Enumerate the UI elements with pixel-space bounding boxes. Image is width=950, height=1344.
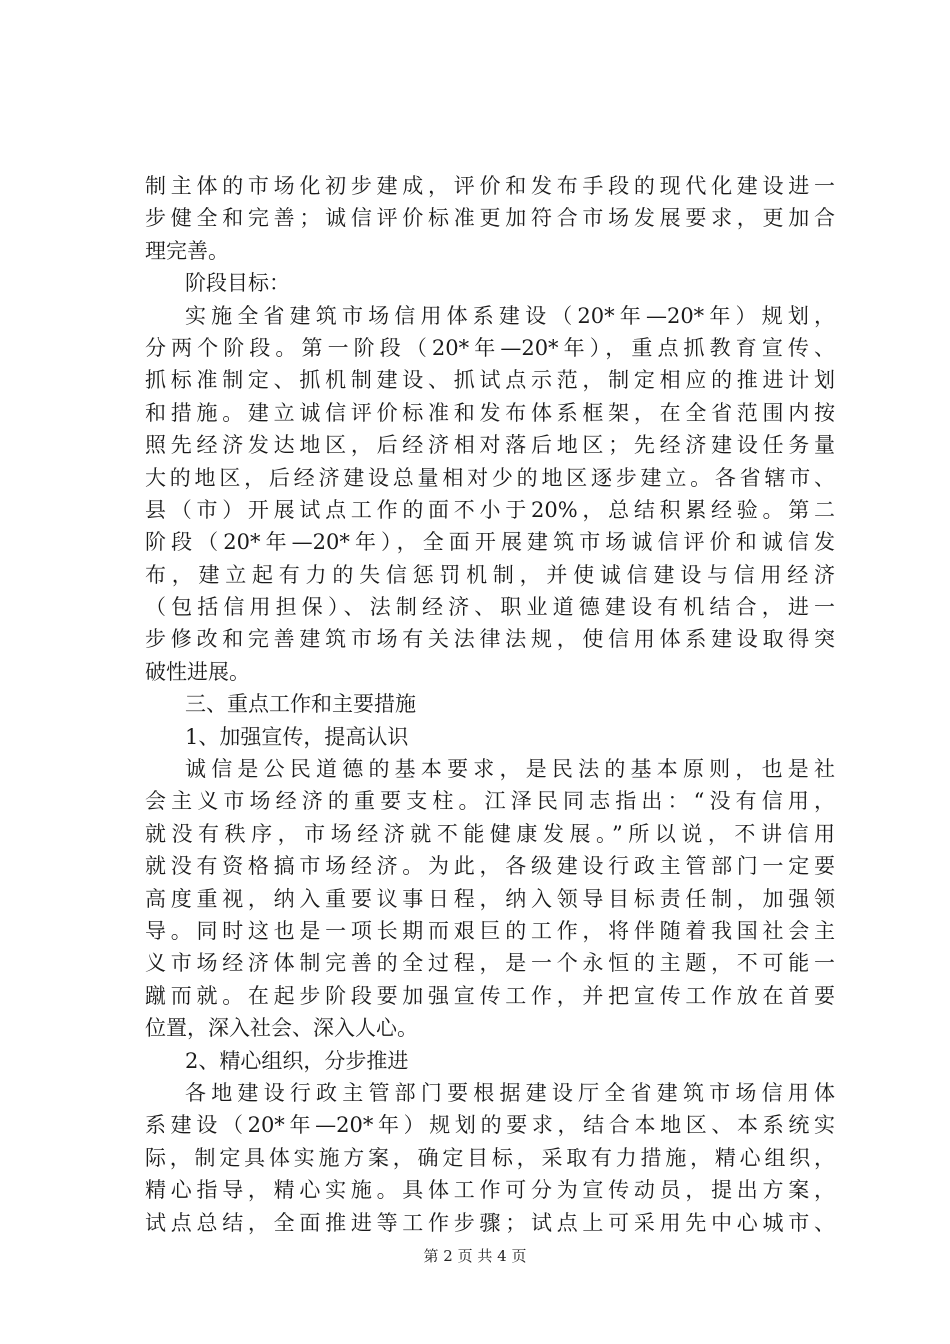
body-line: （包括信用担保）、法制经济、职业道德建设有机结合，进一 bbox=[145, 595, 835, 620]
document-body bbox=[145, 170, 835, 1239]
body-line: 位置，深入社会、深入人心。 bbox=[145, 1016, 418, 1041]
body-line: 分两个阶段。第一阶段（20*年—20*年），重点抓教育宣传、 bbox=[145, 335, 835, 360]
page-footer bbox=[0, 1245, 950, 1266]
body-line: 际，制定具体实施方案，确定目标，采取有力措施，精心组织， bbox=[145, 1145, 835, 1170]
body-line: 会主义市场经济的重要支柱。江泽民同志指出：“没有信用， bbox=[145, 789, 835, 814]
body-line: 精心指导，精心实施。具体工作可分为宣传动员，提出方案， bbox=[145, 1178, 835, 1203]
body-line: 试点总结，全面推进等工作步骤；试点上可采用先中心城市、 bbox=[145, 1210, 835, 1235]
body-line: 阶段（20*年—20*年），全面开展建筑市场诚信评价和诚信发 bbox=[145, 530, 835, 555]
body-line: 蹴而就。在起步阶段要加强宣传工作，并把宣传工作放在首要 bbox=[145, 983, 835, 1008]
body-line: 布，建立起有力的失信惩罚机制，并使诚信建设与信用经济 bbox=[145, 562, 835, 587]
body-line: 义市场经济体制完善的全过程，是一个永恒的主题，不可能一 bbox=[145, 951, 835, 976]
body-line: 照先经济发达地区，后经济相对落后地区；先经济建设任务量 bbox=[145, 433, 835, 458]
body-line: 理完善。 bbox=[145, 238, 229, 263]
body-line: 步修改和完善建筑市场有关法律法规，使信用体系建设取得突 bbox=[145, 627, 835, 652]
body-line: 就没有资格搞市场经济。为此，各级建设行政主管部门一定要 bbox=[145, 854, 835, 879]
body-line: 制主体的市场化初步建成，评价和发布手段的现代化建设进一 bbox=[145, 174, 835, 198]
subsection-heading: 1、加强宣传，提高认识 bbox=[185, 724, 409, 749]
body-line: 和措施。建立诚信评价标准和发布体系框架，在全省范围内按 bbox=[145, 400, 835, 425]
body-line: 破性进展。 bbox=[145, 659, 250, 684]
section-heading: 阶段目标： bbox=[185, 271, 290, 296]
body-line: 系建设（20*年—20*年）规划的要求，结合本地区、本系统实 bbox=[145, 1113, 835, 1138]
subsection-heading: 2、精心组织，分步推进 bbox=[185, 1048, 409, 1073]
page-number-label: 第 2 页 共 4 页 bbox=[423, 1247, 527, 1265]
body-line: 大的地区，后经济建设总量相对少的地区逐步建立。各省辖市、 bbox=[145, 465, 835, 490]
body-line: 抓标准制定、抓机制建设、抓试点示范，制定相应的推进计划 bbox=[145, 368, 835, 393]
body-line: 导。同时这也是一项长期而艰巨的工作，将伴随着我国社会主 bbox=[145, 918, 835, 943]
section-heading: 三、重点工作和主要措施 bbox=[185, 692, 416, 717]
body-line: 各地建设行政主管部门要根据建设厅全省建筑市场信用体 bbox=[185, 1080, 835, 1105]
body-line: 县（市）开展试点工作的面不小于20%，总结积累经验。第二 bbox=[145, 497, 835, 522]
body-line: 诚信是公民道德的基本要求，是民法的基本原则，也是社 bbox=[185, 757, 835, 782]
body-line: 实施全省建筑市场信用体系建设（20*年—20*年）规划， bbox=[185, 303, 835, 328]
body-line: 就没有秩序，市场经济就不能健康发展。”所以说，不讲信用 bbox=[145, 821, 835, 846]
body-line: 高度重视，纳入重要议事日程，纳入领导目标责任制，加强领 bbox=[145, 886, 835, 911]
body-line: 步健全和完善；诚信评价标准更加符合市场发展要求，更加合 bbox=[145, 206, 835, 231]
